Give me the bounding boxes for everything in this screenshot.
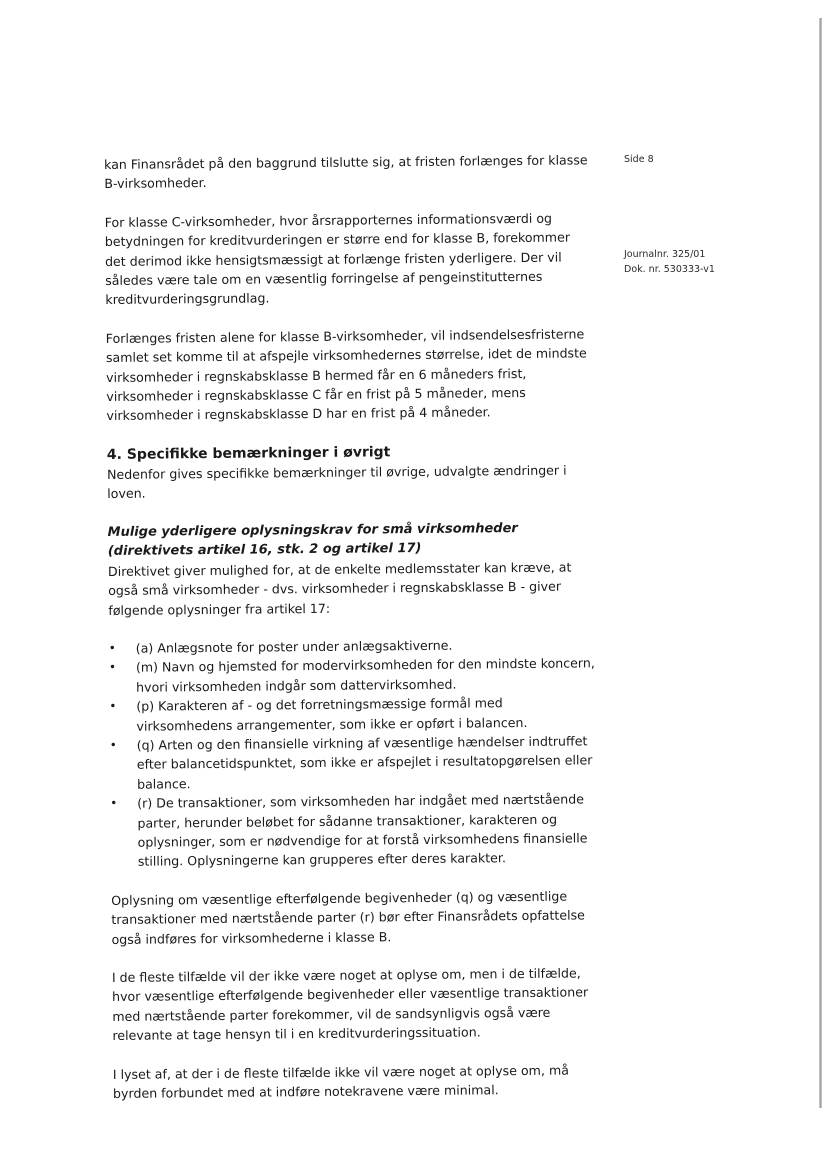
bullet-icon: • (109, 699, 117, 714)
paragraph-5: Direktivet giver mulighed for, at de enkelte medlemsstater kan kræve, at også små virksomheder - dvs. virksomheder i regnskabsklasse B - giver følgende oplysninger fra artikel 17: (107, 559, 572, 618)
list-item-text: (m) Navn og hjemsted for modervirksomheden for den mindste koncern, hvori virksomheden indgår som dattervirksomhed. (135, 655, 595, 695)
list-item-text: (a) Anlægsnote for poster under anlægsaktiverne. (135, 637, 453, 656)
scan-edge-line (819, 18, 822, 1108)
journal-number: Journalnr. 325/01 (624, 249, 706, 260)
subheading: Mulige yderligere oplysningskrav for små virksomheder (direktivets artikel 16, stk. 2 og artikel 17) (107, 520, 518, 560)
list-item (109, 654, 597, 697)
list-item (110, 731, 599, 794)
paragraph-6: Oplysning om væsentlige efterfølgende begivenheder (q) og væsentlige transaktioner med nærtstående parter (r) bør efter Finansrådets opfattelse også indføres for virksomhederne i klasse B. (111, 888, 585, 947)
list-item-text: (p) Karakteren af - og det forretningsmæssige formål med virksomhedens arrangementer, som ikke er opført i balancen. (136, 695, 528, 734)
bullet-icon: • (110, 796, 118, 811)
list-item (109, 692, 597, 735)
paragraph-4: Nedenfor gives specifikke bemærkninger til øvrige, udvalgte ændringer i loven. (106, 462, 567, 502)
paragraph-3: Forlænges fristen alene for klasse B-virksomheder, vil indsendelsesfristerne samlet set komme til at afspejle virksomhedernes størrelse, idet de mindste virksomheder i regnskabsklasse B hermed får en 6 måneders frist, virksomheder i regnskabsklasse C får en frist på 5 måneder, mens virksomheder i regnskabsklasse D har en frist på 4 måneder. (105, 326, 587, 424)
page-number: Side 8 (624, 154, 654, 165)
paragraph-1: kan Finansrådet på den baggrund tilslutte sig, at fristen forlænges for klasse B-virksomheder. (104, 152, 588, 192)
bullet-icon: • (109, 737, 117, 752)
paragraph-2: For klasse C-virksomheder, hvor årsrapporternes informationsværdi og betydningen for kreditvurderingen er større end for klasse B, forekommer det derimod ikke hensigtsmæssigt at forlænge fristen yderligere. Der vil således være tale om en væsentlig forringelse af pengeinstitutternes kreditvurderingsgrundlag. (104, 210, 571, 308)
paragraph-8: I lyset af, at der i de fleste tilfælde ikke vil være noget at oplyse om, må byrden forbundet med at indføre notekravene være minimal. (112, 1062, 569, 1101)
list-item (110, 789, 599, 871)
bullet-list (109, 634, 599, 872)
bullet-icon: • (108, 640, 116, 655)
document-body (104, 150, 601, 1122)
paragraph-7: I de fleste tilfælde vil der ikke være noget at oplyse om, men i de tilfælde, hvor væsentlige efterfølgende begivenheder eller væsentlige transaktioner med nærtstående parter forekommer, vil de sandsynligvis også være relevante at tage hensyn til i en kreditvurderingssituation. (111, 965, 589, 1044)
list-item-text: (q) Arten og den finansielle virkning af væsentlige hændelser indtruffet efter balancetidspunktet, som ikke er afspejlet i resultatopgørelsen eller balance. (136, 733, 593, 792)
document-number: Dok. nr. 530333-v1 (624, 264, 715, 275)
list-item-text: (r) De transaktioner, som virksomheden har indgået med nærtstående parter, herunder beløbet for sådanne transaktioner, karakteren og oplysninger, som er nødvendige for at forstå virksomhedens finansielle stilling. Oplysningerne kan grupperes efter deres karakter. (137, 791, 588, 870)
journal-info (624, 247, 774, 277)
bullet-icon: • (108, 660, 117, 675)
section-heading: 4. Specifikke bemærkninger i øvrigt (106, 444, 391, 463)
